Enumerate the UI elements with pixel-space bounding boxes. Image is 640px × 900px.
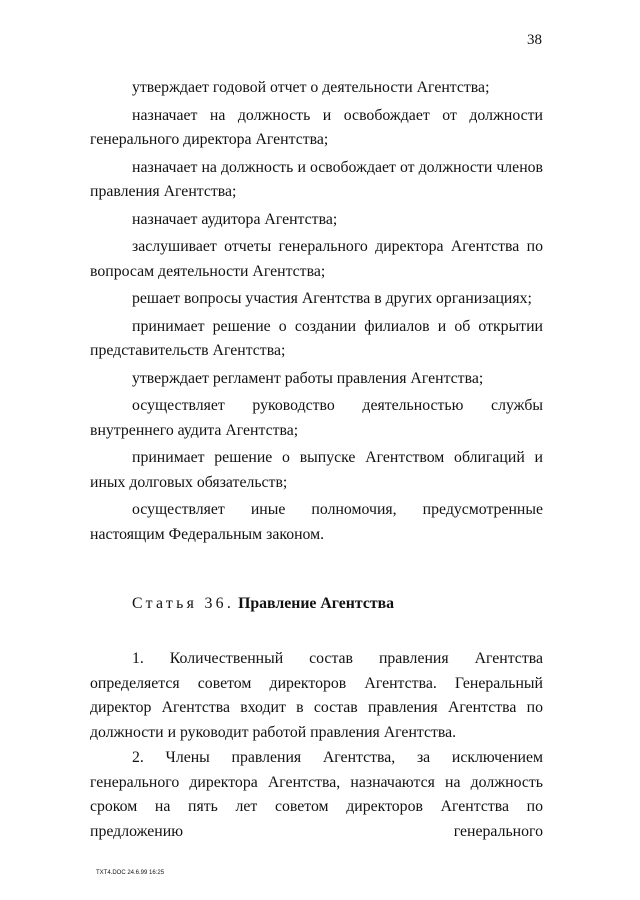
paragraph: 2. Члены правления Агентства, за исключением генерального директора Агентства, назначаются на должность сроком на пять лет советом директоров Агентства по предложению генерального	[90, 749, 543, 840]
list-item: назначает аудитора Агентства;	[132, 210, 338, 228]
article-body	[90, 647, 543, 845]
list-item: решает вопросы участия Агентства в других организациях;	[132, 290, 532, 307]
list-item: утверждает регламент работы правления Агентства;	[132, 369, 484, 387]
list-item: осуществляет иные полномочия, предусмотренные настоящим Федеральным законом.	[90, 501, 543, 543]
article-heading	[90, 592, 543, 616]
article-title: Правление Агентства	[238, 595, 395, 612]
powers-list	[90, 76, 543, 550]
list-item: заслушивает отчеты генерального директора Агентства по вопросам деятельности Агентства;	[90, 238, 543, 280]
paragraph: 1. Количественный состав правления Агентства определяется советом директоров Агентства. Генеральный директор Агентства входит в состав правления Агентства по должности и руководит работой правления Агентства.	[90, 650, 543, 741]
article-label: Статья 36.	[132, 595, 235, 612]
list-item: осуществляет руководство деятельностью службы внутреннего аудита Агентства;	[90, 397, 543, 439]
footer-file-stamp: TXT4.DOC 24.6.99 16:25	[96, 870, 165, 876]
list-item: назначает на должность и освобождает от должности генерального директора Агентства;	[90, 106, 543, 148]
list-item: назначает на должность и освобождает от должности членов правления Агентства;	[90, 158, 543, 200]
page-number: 38	[527, 32, 542, 48]
list-item: принимает решение о создании филиалов и об открытии представительств Агентства;	[90, 317, 543, 359]
list-item: принимает решение о выпуске Агентством облигаций и иных долговых обязательств;	[90, 449, 543, 491]
list-item: утверждает годовой отчет о деятельности Агентства;	[132, 79, 490, 96]
